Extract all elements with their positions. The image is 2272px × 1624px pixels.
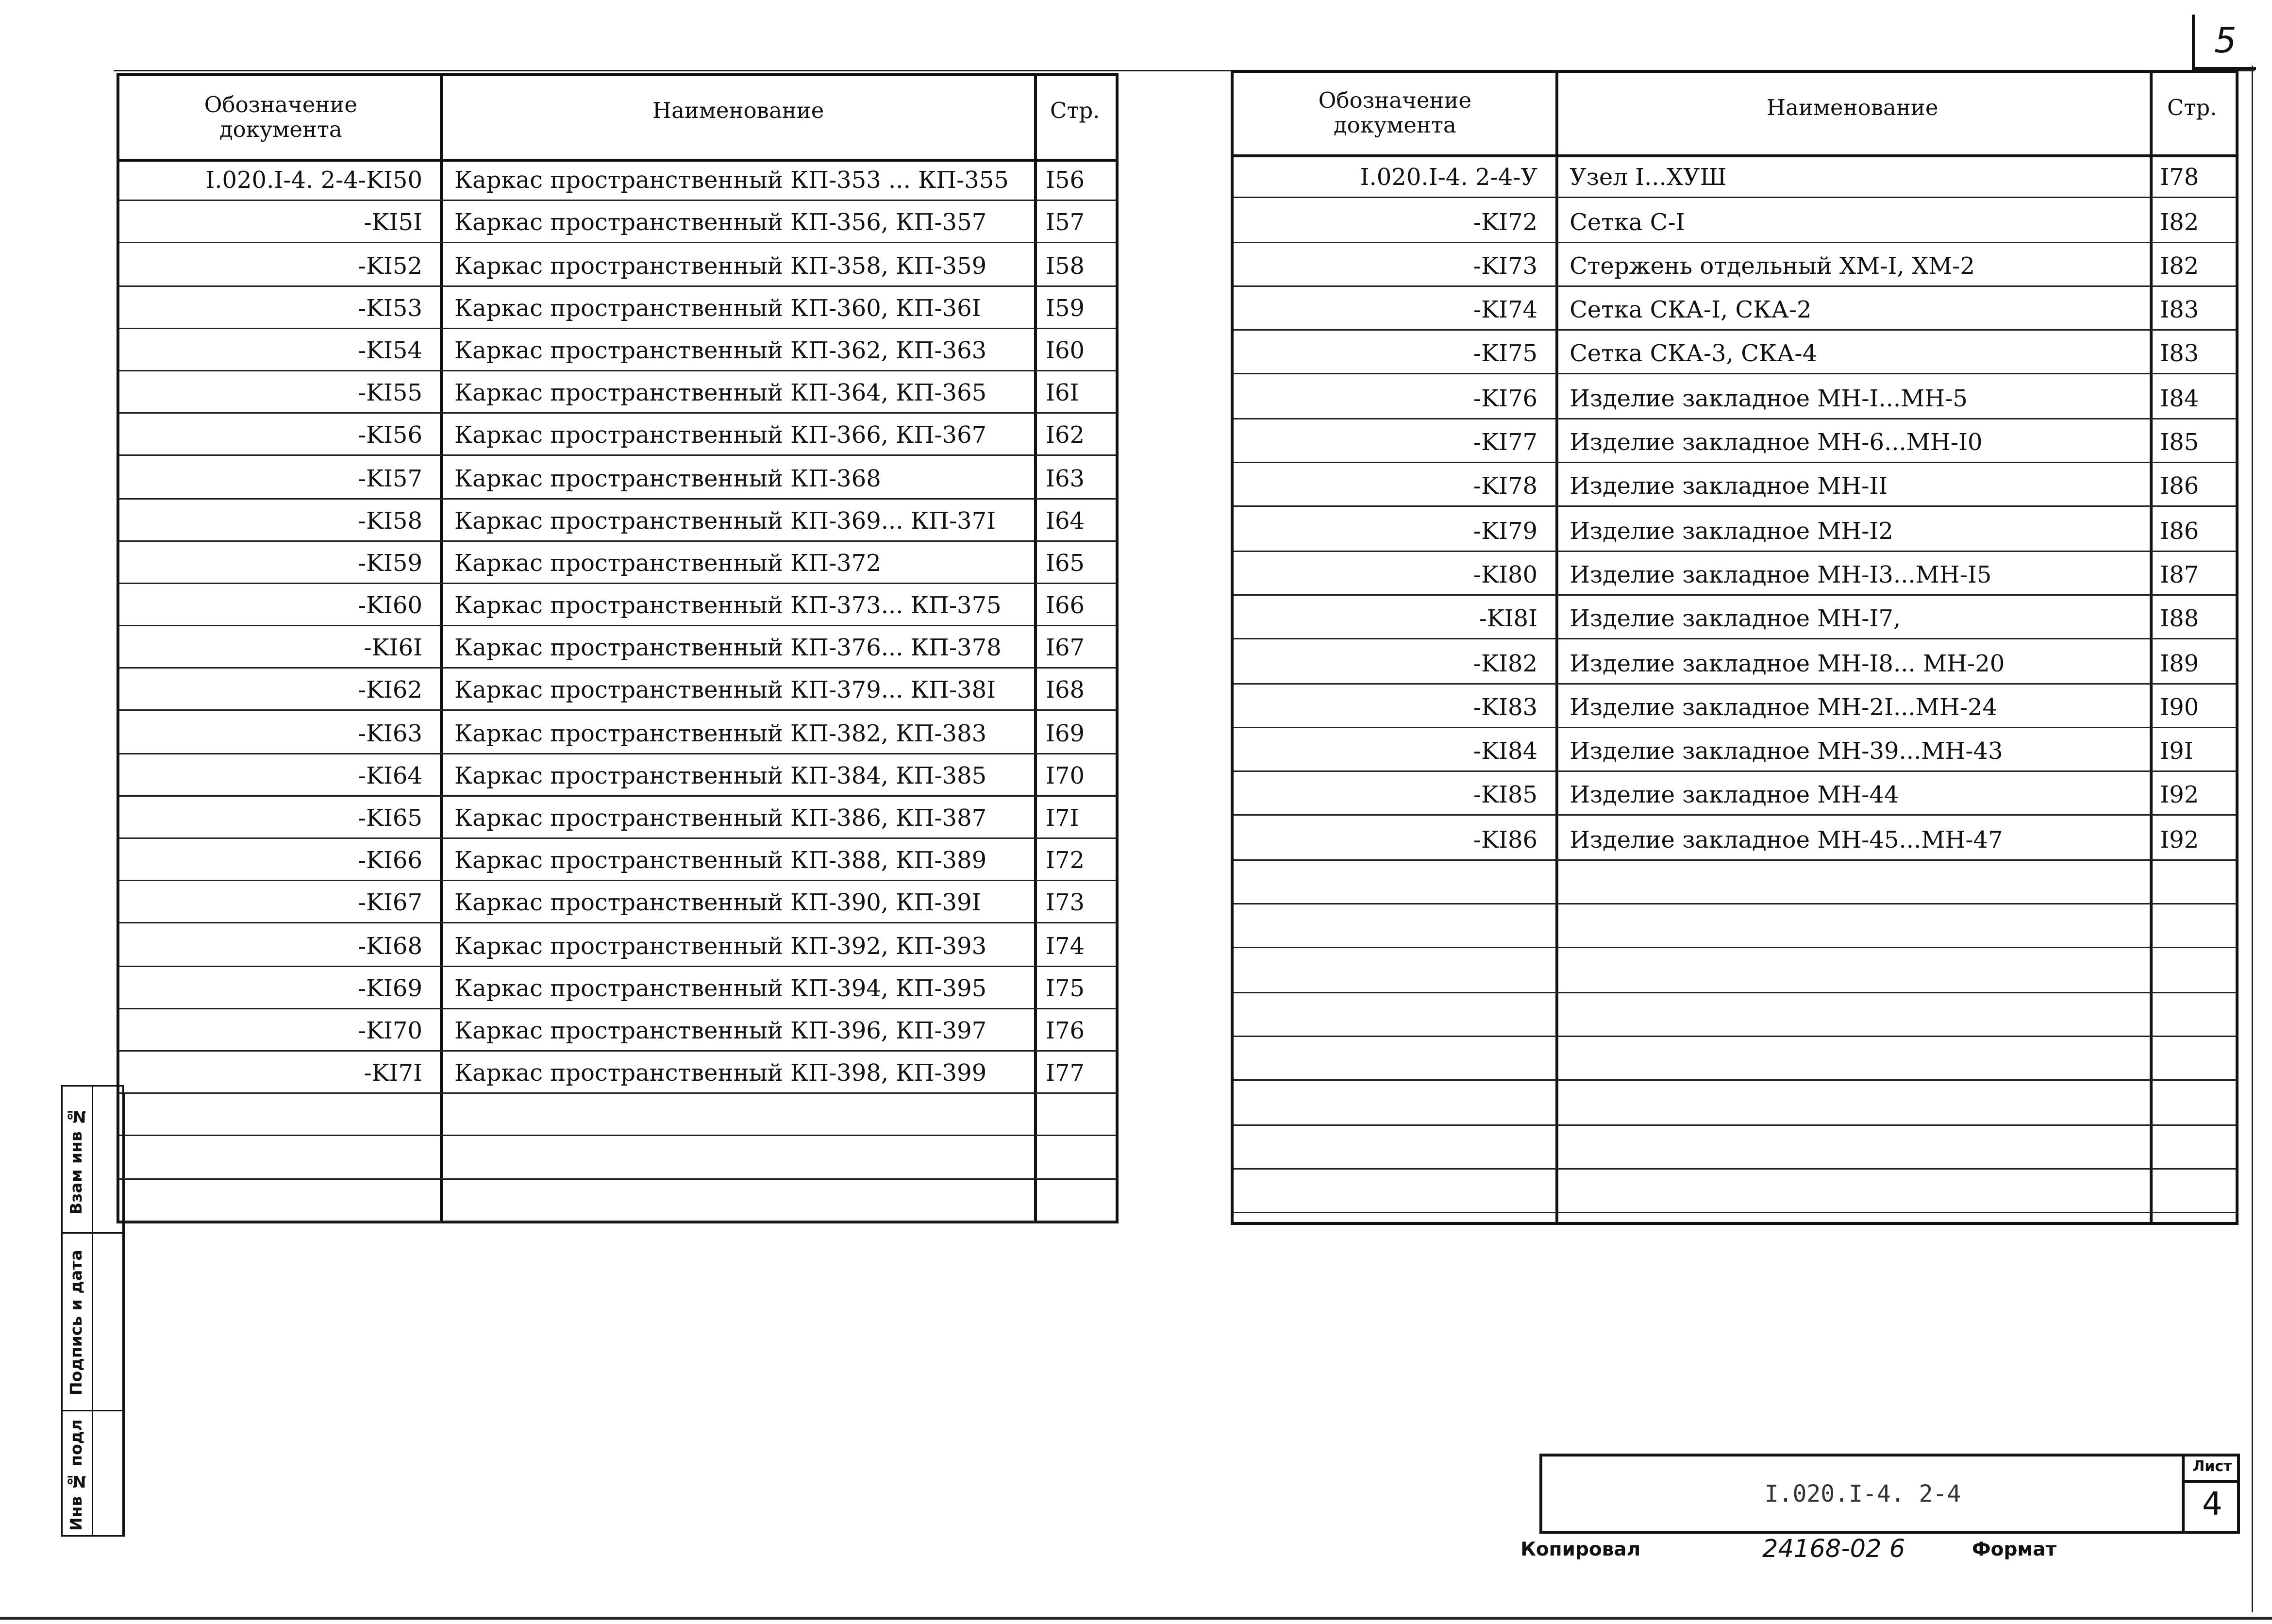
page-cell (2148, 860, 2236, 903)
empty-table-row (1234, 1037, 2236, 1081)
designation-cell: -KI53 (358, 294, 422, 322)
designation-cell: -KI73 (1473, 251, 1538, 280)
footer-copied: Копировал (1520, 1540, 1641, 1561)
designation-cell: -KI69 (358, 974, 422, 1002)
designation-cell: -KI64 (358, 761, 422, 789)
designation-cell: -KI84 (1473, 737, 1538, 765)
designation-cell: -KI80 (1473, 560, 1538, 588)
page-cell: I86 (2160, 472, 2199, 501)
footer-order: 24168-02 6 (1762, 1535, 1905, 1564)
empty-table-row (1234, 1125, 2236, 1170)
name-cell: Изделие закладное МН-39...МН-43 (1570, 737, 2003, 765)
designation-cell (119, 1137, 440, 1178)
name-cell: Каркас пространственный КП-384, КП-385 (454, 761, 987, 789)
designation-cell: -KI75 (1473, 340, 1538, 368)
name-cell: Каркас пространственный КП-392, КП-393 (454, 931, 987, 959)
empty-table-row (119, 1094, 1116, 1137)
name-cell (1555, 860, 2148, 903)
table-row (119, 796, 1116, 839)
page-cell (2148, 993, 2236, 1036)
empty-table-row (1234, 904, 2236, 949)
designation-cell: I.020.I-4. 2-4-У (1360, 163, 1538, 191)
name-cell: Каркас пространственный КП-386, КП-387 (454, 804, 987, 832)
signature-date-label: Подпись и дата (67, 1250, 86, 1395)
side-stamp (61, 1085, 124, 1537)
designation-cell (1234, 1037, 1555, 1080)
designation-cell: -KI79 (1473, 517, 1538, 545)
page-cell: I64 (1046, 506, 1085, 535)
name-cell: Изделие закладное МН-44 (1570, 781, 1899, 809)
table-row (119, 201, 1116, 244)
table-row (1234, 728, 2236, 772)
designation-cell (1234, 1169, 1555, 1212)
frame-right-line (2252, 66, 2253, 1612)
left-table-body (119, 159, 1116, 1222)
name-cell: Изделие закладное МН-I3...МН-I5 (1570, 560, 1992, 588)
left-contents-table (117, 73, 1119, 1223)
designation-cell: -KI63 (358, 719, 422, 747)
designation-cell: -KI85 (1473, 781, 1538, 809)
page-cell (2148, 904, 2236, 947)
designation-cell: -KI8I (1479, 604, 1538, 633)
designation-cell: -KI52 (358, 251, 422, 279)
designation-cell: -KI77 (1473, 428, 1538, 456)
page-cell: I74 (1046, 931, 1085, 959)
name-cell (440, 1137, 1034, 1178)
table-row (1234, 640, 2236, 684)
page-cell: I84 (2160, 384, 2199, 412)
page-cell: I76 (1046, 1016, 1085, 1044)
page-cell: I7I (1046, 804, 1079, 832)
page-cell: I66 (1046, 591, 1085, 619)
page-cell: I67 (1046, 634, 1085, 662)
designation-cell (1234, 1081, 1555, 1124)
table-row (119, 1052, 1116, 1094)
page-cell: I86 (2160, 517, 2199, 545)
designation-cell (119, 1094, 440, 1135)
header-designation: Обозначение документа (1318, 87, 1472, 138)
page-cell: I73 (1046, 889, 1085, 917)
empty-table-row (1234, 949, 2236, 993)
designation-cell: -KI59 (358, 549, 422, 577)
name-cell: Изделие закладное МН-I...МН-5 (1570, 384, 1968, 412)
name-cell: Каркас пространственный КП-379... КП-38I (454, 676, 996, 704)
designation-cell (1234, 1125, 1555, 1168)
designation-cell: -KI76 (1473, 384, 1538, 412)
table-row (119, 882, 1116, 924)
table-row (1234, 287, 2236, 331)
name-cell: Каркас пространственный КП-364, КП-365 (454, 379, 987, 407)
right-contents-table (1231, 70, 2239, 1225)
table-row (119, 754, 1116, 797)
name-cell: Каркас пространственный КП-360, КП-36I (454, 294, 981, 322)
table-row (1234, 419, 2236, 463)
page-cell: I9I (2160, 737, 2193, 765)
designation-cell: -KI83 (1473, 693, 1538, 721)
inv-orig-label: Инв № подл (67, 1420, 86, 1531)
table-row (1234, 331, 2236, 375)
page-cell (2148, 1081, 2236, 1124)
designation-cell (1234, 904, 1555, 947)
page-cell: I83 (2160, 296, 2199, 324)
name-cell (1555, 1169, 2148, 1212)
page-cell: I88 (2160, 604, 2199, 633)
header-designation: Обозначение документа (204, 91, 358, 142)
table-row (119, 244, 1116, 286)
designation-cell (1234, 860, 1555, 903)
page-cell: I65 (1046, 549, 1085, 577)
page-cell: I57 (1046, 209, 1085, 237)
name-cell: Каркас пространственный КП-388, КП-389 (454, 846, 987, 874)
name-cell: Каркас пространственный КП-394, КП-395 (454, 974, 987, 1002)
name-cell (440, 1179, 1034, 1221)
name-cell: Каркас пространственный КП-372 (454, 549, 881, 577)
page-cell: I60 (1046, 336, 1085, 364)
name-cell: Каркас пространственный КП-366, КП-367 (454, 421, 987, 449)
page-cell: I87 (2160, 560, 2199, 588)
table-row (1234, 552, 2236, 596)
name-cell: Изделие закладное МН-I7, (1570, 604, 1901, 633)
sheet-number: 4 (2202, 1487, 2222, 1524)
page-cell: I92 (2160, 781, 2199, 809)
replace-inv-label: Взам инв № (67, 1106, 86, 1215)
page-cell: I78 (2160, 163, 2199, 191)
designation-cell: -KI60 (358, 591, 422, 619)
name-cell: Стержень отдельный ХМ-I, ХМ-2 (1570, 251, 1975, 280)
table-row (119, 499, 1116, 542)
name-cell: Каркас пространственный КП-358, КП-359 (454, 251, 987, 279)
name-cell: Каркас пространственный КП-390, КП-39I (454, 889, 981, 917)
designation-cell: -KI65 (358, 804, 422, 832)
table-row (119, 456, 1116, 499)
designation-cell: -KI5I (364, 209, 422, 237)
designation-cell: -KI58 (358, 506, 422, 535)
table-row (1234, 684, 2236, 728)
name-cell: Изделие закладное МН-I8... МН-20 (1570, 649, 2005, 677)
page-cell: I70 (1046, 761, 1085, 789)
table-row (119, 286, 1116, 329)
name-cell: Сетка С-I (1570, 207, 1685, 235)
table-row (1234, 199, 2236, 243)
page-cell: I69 (1046, 719, 1085, 747)
page-number-box (2192, 15, 2256, 70)
designation-cell: -KI54 (358, 336, 422, 364)
table-row (119, 924, 1116, 967)
table-row (1234, 375, 2236, 419)
table-row (119, 159, 1116, 201)
empty-table-row (1234, 993, 2236, 1037)
header-page: Стр. (1050, 98, 1100, 124)
page-cell: I68 (1046, 676, 1085, 704)
table-row (119, 839, 1116, 882)
name-cell (440, 1094, 1034, 1135)
empty-table-row (1234, 1081, 2236, 1125)
name-cell (1555, 904, 2148, 947)
empty-table-row (1234, 860, 2236, 904)
table-row (119, 626, 1116, 669)
name-cell (1555, 949, 2148, 991)
designation-cell: I.020.I-4. 2-4-KI50 (205, 166, 422, 194)
designation-cell: -KI55 (358, 379, 422, 407)
page-cell: I90 (2160, 693, 2199, 721)
designation-cell: -KI70 (358, 1016, 422, 1044)
designation-cell: -KI57 (358, 464, 422, 492)
designation-cell (119, 1179, 440, 1221)
name-cell: Каркас пространственный КП-362, КП-363 (454, 336, 987, 364)
page-cell (1034, 1094, 1116, 1135)
designation-cell: -KI78 (1473, 472, 1538, 501)
table-row (119, 1009, 1116, 1052)
page-cell: I89 (2160, 649, 2199, 677)
page-cell: I75 (1046, 974, 1085, 1002)
table-row (119, 711, 1116, 754)
name-cell: Каркас пространственный КП-373... КП-375 (454, 591, 1002, 619)
page-cell (2148, 1037, 2236, 1080)
page-cell (2148, 949, 2236, 991)
designation-cell (1234, 949, 1555, 991)
page-cell: I77 (1046, 1059, 1085, 1087)
designation-cell (1234, 993, 1555, 1036)
name-cell: Узел I...ХУШ (1570, 163, 1727, 191)
page-cell: I85 (2160, 428, 2199, 456)
table-row (1234, 596, 2236, 640)
name-cell (1555, 1037, 2148, 1080)
name-cell: Изделие закладное МН-6...МН-I0 (1570, 428, 1983, 456)
name-cell: Изделие закладное МН-I2 (1570, 517, 1893, 545)
page-cell: I63 (1046, 464, 1085, 492)
header-name: Наименование (652, 98, 824, 124)
designation-cell: -KI67 (358, 889, 422, 917)
name-cell: Изделие закладное МН-2I...МН-24 (1570, 693, 1998, 721)
name-cell: Каркас пространственный КП-396, КП-397 (454, 1016, 987, 1044)
title-block (1539, 1454, 2240, 1534)
page-cell: I59 (1046, 294, 1085, 322)
table-row (119, 584, 1116, 627)
title-block-code: I.020.I-4. 2-4 (1764, 1480, 1961, 1507)
header-page: Стр. (2167, 95, 2217, 121)
name-cell: Каркас пространственный КП-368 (454, 464, 881, 492)
page-number: 5 (2214, 20, 2237, 61)
table-row (1234, 507, 2236, 552)
footer-format: Формат (1972, 1540, 2057, 1561)
empty-table-row (119, 1179, 1116, 1222)
designation-cell: -KI6I (364, 634, 422, 662)
page-cell (2148, 1125, 2236, 1168)
designation-cell: -KI74 (1473, 296, 1538, 324)
sheet-box (2182, 1457, 2240, 1531)
page-cell: I72 (1046, 846, 1085, 874)
table-row (1234, 772, 2236, 816)
table-row (119, 967, 1116, 1009)
designation-cell: -KI66 (358, 846, 422, 874)
page-cell: I83 (2160, 340, 2199, 368)
empty-table-row (119, 1137, 1116, 1179)
name-cell: Каркас пространственный КП-376... КП-378 (454, 634, 1002, 662)
designation-cell: -KI62 (358, 676, 422, 704)
page-cell: I58 (1046, 251, 1085, 279)
table-row (1234, 243, 2236, 287)
name-cell: Изделие закладное МН-45...МН-47 (1570, 825, 2003, 854)
page-cell: I62 (1046, 421, 1085, 449)
name-cell: Изделие закладное МН-II (1570, 472, 1888, 501)
designation-cell: -KI68 (358, 931, 422, 959)
page-cell: I92 (2160, 825, 2199, 854)
table-row (119, 414, 1116, 456)
table-row (119, 669, 1116, 712)
frame-bottom-line (0, 1617, 2272, 1620)
name-cell: Сетка СКА-3, СКА-4 (1570, 340, 1818, 368)
page-cell (2148, 1169, 2236, 1212)
table-row (1234, 463, 2236, 507)
table-row (119, 329, 1116, 371)
designation-cell: -KI86 (1473, 825, 1538, 854)
designation-cell: -KI82 (1473, 649, 1538, 677)
name-cell: Сетка СКА-I, СКА-2 (1570, 296, 1812, 324)
designation-cell: -KI72 (1473, 207, 1538, 235)
designation-cell: -KI7I (364, 1059, 422, 1087)
sheet-label: Лист (2185, 1457, 2240, 1483)
table-row (1234, 816, 2236, 860)
name-cell (1555, 993, 2148, 1036)
table-row (119, 371, 1116, 414)
table-row (1234, 154, 2236, 199)
name-cell: Каркас пространственный КП-398, КП-399 (454, 1059, 987, 1087)
page-cell: I82 (2160, 207, 2199, 235)
page-cell (1034, 1137, 1116, 1178)
empty-table-row (1234, 1169, 2236, 1213)
page-cell: I56 (1046, 166, 1085, 194)
name-cell: Каркас пространственный КП-356, КП-357 (454, 209, 987, 237)
page-cell: I82 (2160, 251, 2199, 280)
table-row (119, 541, 1116, 584)
designation-cell: -KI56 (358, 421, 422, 449)
header-name: Наименование (1766, 95, 1938, 121)
page-cell: I6I (1046, 379, 1079, 407)
right-table-body (1234, 154, 2236, 1213)
page-cell (1034, 1179, 1116, 1221)
name-cell (1555, 1125, 2148, 1168)
name-cell: Каркас пространственный КП-382, КП-383 (454, 719, 987, 747)
name-cell: Каркас пространственный КП-369... КП-37I (454, 506, 996, 535)
name-cell (1555, 1081, 2148, 1124)
name-cell: Каркас пространственный КП-353 ... КП-355 (454, 166, 1009, 194)
